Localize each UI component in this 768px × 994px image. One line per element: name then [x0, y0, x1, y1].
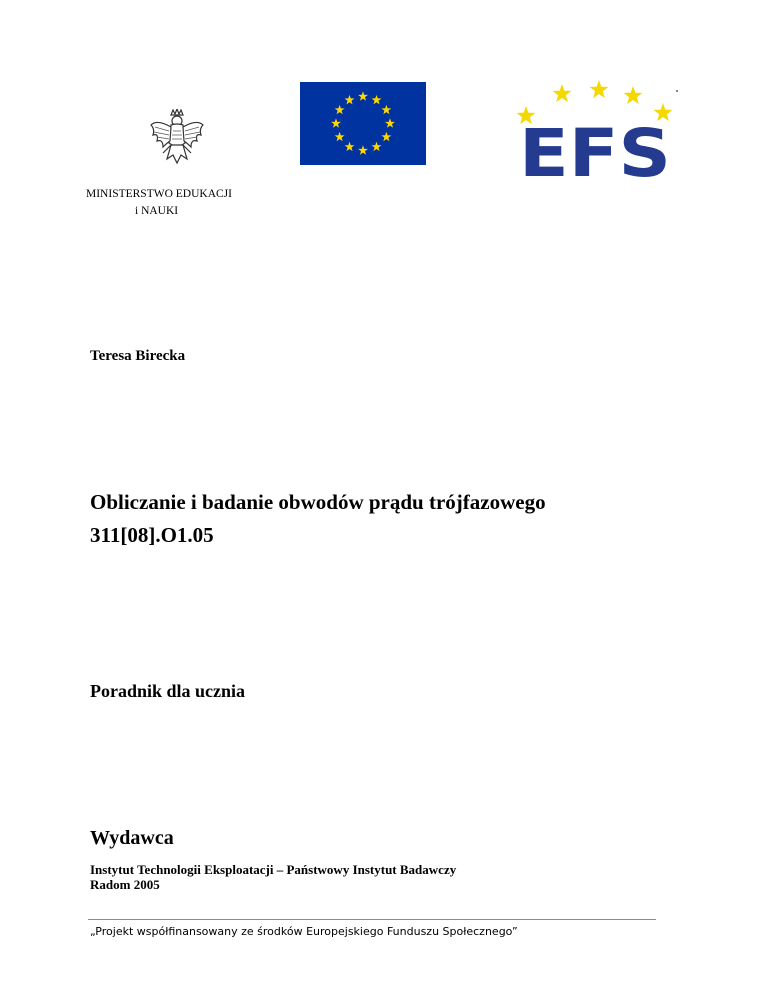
publisher-label: Wydawca	[90, 827, 174, 849]
efs-star-icon	[589, 80, 608, 98]
author-name: Teresa Birecka	[90, 348, 186, 364]
publisher-institute: Instytut Technologii Eksploatacji – Państwowy Instytut Badawczy	[90, 862, 457, 877]
ministry-line-2: i NAUKI	[135, 205, 179, 217]
efs-logo-icon	[513, 80, 683, 186]
publisher-city-year: Radom 2005	[90, 877, 160, 892]
efs-star-icon	[552, 84, 571, 102]
publisher-details	[90, 862, 456, 892]
eu-flag-icon	[300, 82, 426, 165]
document-subtitle: Poradnik dla ucznia	[90, 681, 246, 701]
document-title-block	[90, 486, 546, 552]
module-code: 311[08].O1.05	[90, 523, 214, 547]
ministry-name	[86, 186, 232, 220]
ministry-line-1: MINISTERSTWO EDUKACJI	[86, 188, 232, 200]
document-title: Obliczanie i badanie obwodów prądu trójfazowego	[90, 490, 546, 514]
efs-star-icon	[623, 86, 642, 104]
efs-logo-text: EFS	[519, 115, 671, 186]
polish-eagle-icon	[149, 109, 205, 167]
footer-divider	[88, 919, 656, 920]
footer-note: „Projekt współfinansowany ze środków Europejskiego Funduszu Społecznego”	[90, 925, 518, 938]
